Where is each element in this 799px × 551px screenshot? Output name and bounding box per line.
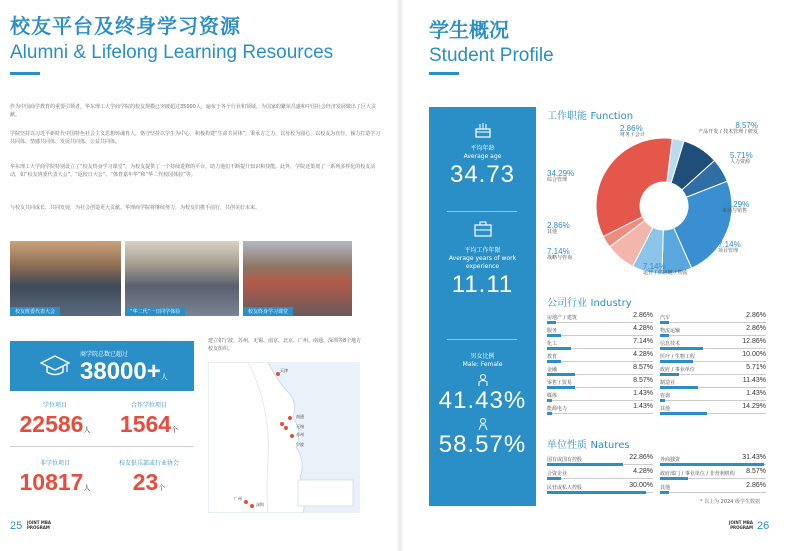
bar-row <box>547 377 653 389</box>
bar-fill <box>660 373 679 376</box>
avg-experience: 平均工作年限 Average years of work experience 11.11 <box>448 247 517 298</box>
bar-value: 4.28% <box>633 351 653 358</box>
paragraph-2: 学院坚持以习近平新时代中国特色社会主义思想铸魂育人，恪守坚持以学生为中心，积极构建“生命共同体”，秉承方之力，以母校为圆心，以校友为直径，倾力打造学习共同体、情感共同体、发展共同体、公益共同体。 <box>10 131 381 145</box>
bar-value: 30.00% <box>629 482 653 489</box>
bar-value: 8.57% <box>633 377 653 384</box>
bar-fill <box>660 463 764 466</box>
pie-label-product: 8.57% 产品开发 / 技术管理 / 研发 <box>698 121 758 135</box>
photo-alumni-congress <box>10 241 121 316</box>
bar-label: 其他 <box>660 485 671 491</box>
alumni-title-cn: 校友平台及终身学习资源 <box>10 14 241 38</box>
bar-row <box>660 482 766 494</box>
profile-title-cn: 学生概况 <box>429 18 509 42</box>
bar-row <box>547 351 653 363</box>
bar-row <box>547 325 653 337</box>
page-number-right: 26 <box>757 520 770 532</box>
nature-section-title: 单位性质 Natures <box>547 440 630 451</box>
bar-fill <box>660 386 698 389</box>
bar-value: 8.57% <box>633 364 653 371</box>
male-icon <box>476 373 490 387</box>
bar-fill <box>547 321 556 324</box>
bar-fill <box>660 334 669 337</box>
bar-row <box>660 377 766 389</box>
bar-label: 合资企业 <box>547 471 568 477</box>
pie-label-project: 7.14% 项目管理 <box>718 240 741 254</box>
function-pie-chart <box>589 131 739 281</box>
graduation-cap-icon <box>40 351 70 381</box>
bar-label: 其他 <box>660 406 671 412</box>
bar-value: 12.86% <box>742 338 766 345</box>
bar-value: 1.43% <box>633 403 653 410</box>
title-underline <box>429 72 459 75</box>
bar-row <box>547 364 653 376</box>
bar-row <box>547 390 653 402</box>
bar-label: 化工 <box>547 341 558 347</box>
female-ratio: 58.57% <box>438 431 527 458</box>
bar-row <box>660 454 766 466</box>
bar-value: 2.86% <box>746 312 766 319</box>
bar-fill <box>547 491 646 494</box>
bar-value: 1.43% <box>746 390 766 397</box>
bar-value: 1.43% <box>633 390 653 397</box>
birthday-cake-icon <box>473 119 493 139</box>
pie-label-operations: 7.14% 运营 / 供应链 / 物流 <box>643 262 688 276</box>
bar-value: 7.14% <box>633 338 653 345</box>
stat-joint-degree: 合作学位项目 1564个 <box>119 402 179 437</box>
bar-row <box>660 351 766 363</box>
bar-label: 国有或国有控股 <box>547 457 583 463</box>
bar-fill <box>660 347 703 350</box>
pie-label-hr: 5.71% 人力资源 <box>730 151 753 165</box>
photo-caption: 校友终身学习课堂 <box>243 307 293 316</box>
bar-label: 物流运输 <box>660 328 681 334</box>
left-page <box>0 0 399 551</box>
map-description: 建立如宁波、苏州、无锡、南京、北京、广州、南通、深圳等8个地方校友组织。 <box>208 338 362 352</box>
pie-label-general-mgmt: 34.29% 综合管理 <box>547 169 575 183</box>
bar-fill <box>547 373 575 376</box>
pie-label-strategy: 7.14% 战略与咨询 <box>547 247 573 261</box>
photo-caption: 校友班委代表大会 <box>10 307 60 316</box>
bar-label: 外商独资 <box>660 457 681 463</box>
alumni-total-banner <box>10 341 194 391</box>
bar-value: 31.43% <box>742 454 766 461</box>
bar-fill <box>547 399 552 402</box>
paragraph-4: 与校友共同成长、共同发展，为社会创造更大贡献。华理商学院将继续努力，为校友们携手前行，共创美好未来。 <box>10 205 261 211</box>
stat-degree: 学位项目 22586人 <box>19 402 91 437</box>
avg-age: 平均年龄 Average age 34.73 <box>449 145 516 188</box>
bar-label: 政府部门 / 事业单位 / 非营利机构 <box>660 471 735 477</box>
bar-fill <box>547 412 552 415</box>
stat-non-degree: 非学位项目 10817人 <box>19 460 91 495</box>
bar-value: 4.28% <box>633 468 653 475</box>
bar-label: 政府 / 事业单位 <box>660 367 695 373</box>
bar-value: 5.71% <box>746 364 766 371</box>
profile-title-en: Student Profile <box>429 45 554 66</box>
bar-fill <box>547 477 561 480</box>
bar-label: 汽车 <box>660 315 671 321</box>
bar-label: 金融 <box>547 367 558 373</box>
bar-fill <box>660 412 707 415</box>
bar-label: 服务 <box>547 328 558 334</box>
bar-fill <box>547 347 571 350</box>
bar-value: 8.57% <box>746 468 766 475</box>
bar-value: 14.29% <box>742 403 766 410</box>
bar-value: 2.86% <box>746 482 766 489</box>
bar-row <box>547 468 653 480</box>
bar-value: 2.86% <box>746 325 766 332</box>
right-page <box>400 0 799 551</box>
bar-row <box>660 312 766 324</box>
bar-label: 咨询 <box>660 393 671 399</box>
bar-fill <box>547 463 623 466</box>
stat-clubs: 校友俱乐部或行业协会 23个 <box>118 460 179 495</box>
bar-label: 能源电力 <box>547 406 568 412</box>
photo-caption: “华二代”一日同学体验 <box>125 307 185 316</box>
female-icon <box>476 417 490 431</box>
title-underline <box>10 72 40 75</box>
bar-fill <box>547 360 561 363</box>
bar-row <box>547 338 653 350</box>
bar-fill <box>660 360 693 363</box>
bar-value: 10.00% <box>742 351 766 358</box>
bar-fill <box>660 491 669 494</box>
program-mark-left: JOINT MBA PROGRAM <box>27 520 51 530</box>
male-ratio: 41.43% <box>438 387 527 414</box>
pie-label-finance: 2.86% 财务 / 会计 <box>620 124 645 138</box>
bar-value: 2.86% <box>633 312 653 319</box>
bar-label: 教育 <box>547 354 558 360</box>
bar-row <box>547 482 653 494</box>
photo-lifelong-classroom <box>243 241 352 316</box>
bar-row <box>660 403 766 415</box>
industry-section-title: 公司行业 Industry <box>547 298 632 309</box>
bar-value: 11.43% <box>742 377 766 384</box>
total-label: 商学院总数已超过 <box>80 351 129 358</box>
bar-label: 民营或私人控股 <box>547 485 583 491</box>
page-number-left: 25 <box>10 520 23 532</box>
profile-summary-column <box>429 107 536 506</box>
bar-row <box>547 312 653 324</box>
bar-fill <box>660 477 688 480</box>
bar-label: 房地产 / 建筑 <box>547 315 577 321</box>
bar-fill <box>547 334 561 337</box>
photo-second-gen-day <box>125 241 239 316</box>
stat-divider <box>10 446 194 447</box>
bar-fill <box>547 386 575 389</box>
bar-label: 零售 / 贸易 <box>547 380 572 386</box>
bar-label: 媒体 <box>547 393 558 399</box>
bar-row <box>660 338 766 350</box>
gender-ratio: 男女比例 Male: Female 41.43% 58.57% <box>429 353 536 459</box>
bar-fill <box>660 321 669 324</box>
paragraph-1: 作为中国商学教育的重要引领者，华东理工大学商学院的校友规模已突破超过35000人，遍布于各个行业和领域，为国家的繁荣昌盛和中国社会经济发展做出了巨大贡献。 <box>10 104 376 118</box>
bar-row <box>660 325 766 337</box>
pie-label-marketing: 24.29% 市场与销售 <box>722 200 750 214</box>
program-mark-right: JOINT MBA PROGRAM <box>729 520 753 530</box>
bar-value: 22.86% <box>629 454 653 461</box>
bar-label: 制造业 <box>660 380 676 386</box>
bar-row <box>660 390 766 402</box>
bar-row <box>660 364 766 376</box>
bar-value: 4.28% <box>633 325 653 332</box>
alumni-title-en: Alumni & Lifelong Learning Resources <box>10 42 334 63</box>
function-section-title: 工作职能 Function <box>547 111 634 122</box>
briefcase-icon <box>473 219 493 239</box>
alumni-map: 天津 南通 无锡 苏州 宁波 广州 深圳 <box>208 362 360 513</box>
paragraph-3: 华东理工大学商学院特别设立了“校友终身学习课堂”，为校友提供了一个持续进修的平台，助力他们不断提升知识和技能。此外，学院还策划了一系列多样化的校友活动，如“校友班委代表大会”、“返校日大会”、“体育嘉年华”和“华二代校园体验”等。 <box>10 164 376 178</box>
bar-row <box>660 468 766 480</box>
bar-label: 信息技术 <box>660 341 681 347</box>
total-value: 38000+人 <box>80 358 168 385</box>
bar-row <box>547 454 653 466</box>
pie-label-other: 2.86% 其他 <box>547 221 570 235</box>
bar-label: 医疗 / 生物工程 <box>660 354 695 360</box>
column-divider <box>447 211 517 212</box>
column-divider <box>447 339 517 340</box>
bar-row <box>547 403 653 415</box>
bar-fill <box>660 399 665 402</box>
data-footnote: * 以上为 2024 级学生数据 <box>700 499 760 505</box>
